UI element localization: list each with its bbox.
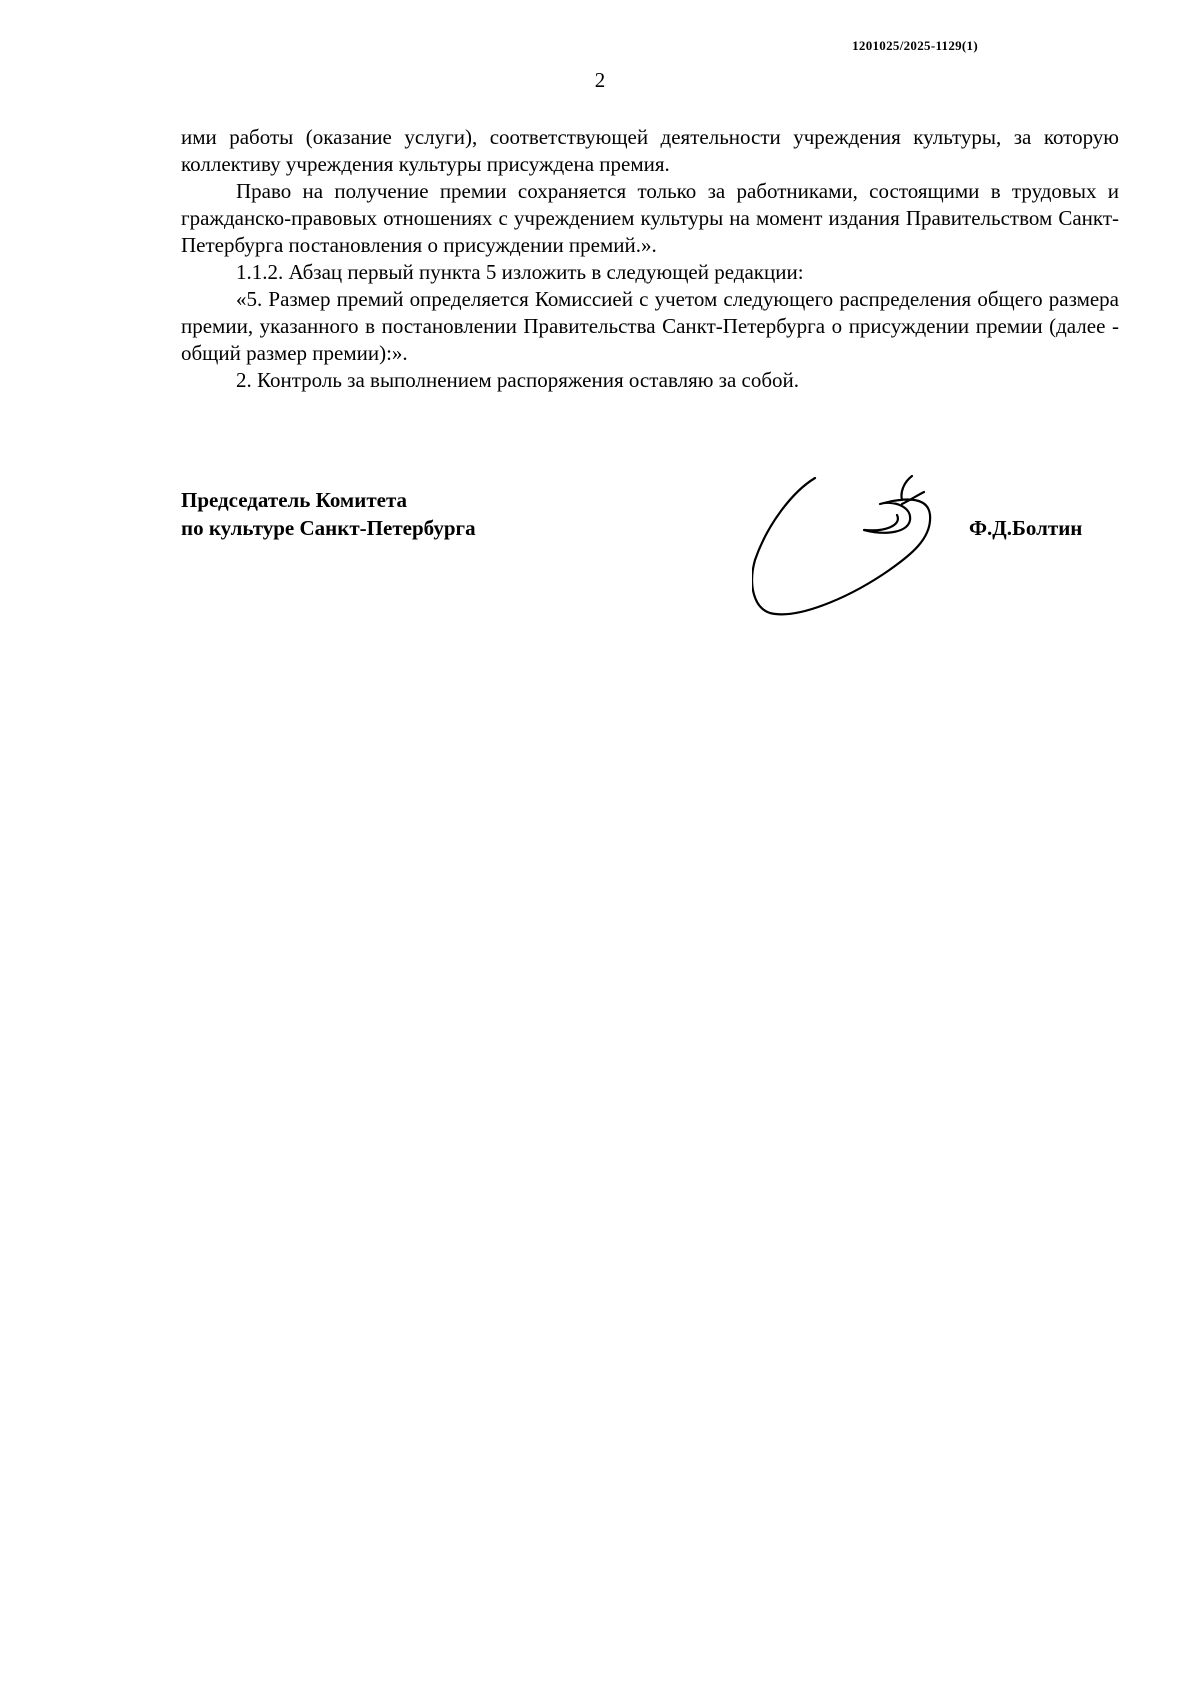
signatory-position-line-2: по культуре Санкт-Петербурга [181, 516, 476, 540]
document-body [181, 124, 1119, 394]
document-id: 1201025/2025-1129(1) [852, 38, 978, 53]
handwritten-signature [752, 470, 942, 620]
page-number: 2 [594, 68, 606, 92]
signatory-name: Ф.Д.Болтин [969, 516, 1083, 540]
paragraph-continuation: ими работы (оказание услуги), соответствующей деятельности учреждения культуры, за которую коллективу учреждения культуры присуждена премия. [181, 125, 1119, 176]
paragraph-clause-1-1-2: 1.1.2. Абзац первый пункта 5 изложить в следующей редакции: [236, 260, 804, 284]
signatory-position [181, 486, 476, 542]
paragraph-clause-5: «5. Размер премий определяется Комиссией с учетом следующего распределения общего размера премии, указанного в постановлении Правительства Санкт-Петербурга о присуждении премии (далее - общий размер премии):». [181, 287, 1119, 365]
paragraph-control: 2. Контроль за выполнением распоряжения оставляю за собой. [236, 368, 800, 392]
paragraph-right-to-premium: Право на получение премии сохраняется только за работниками, состоящими в трудовых и гражданско-правовых отношениях с учреждением культуры на момент издания Правительством Санкт-Петербурга постановления о присуждении премий.». [181, 179, 1119, 257]
signatory-position-line-1: Председатель Комитета [181, 488, 408, 512]
